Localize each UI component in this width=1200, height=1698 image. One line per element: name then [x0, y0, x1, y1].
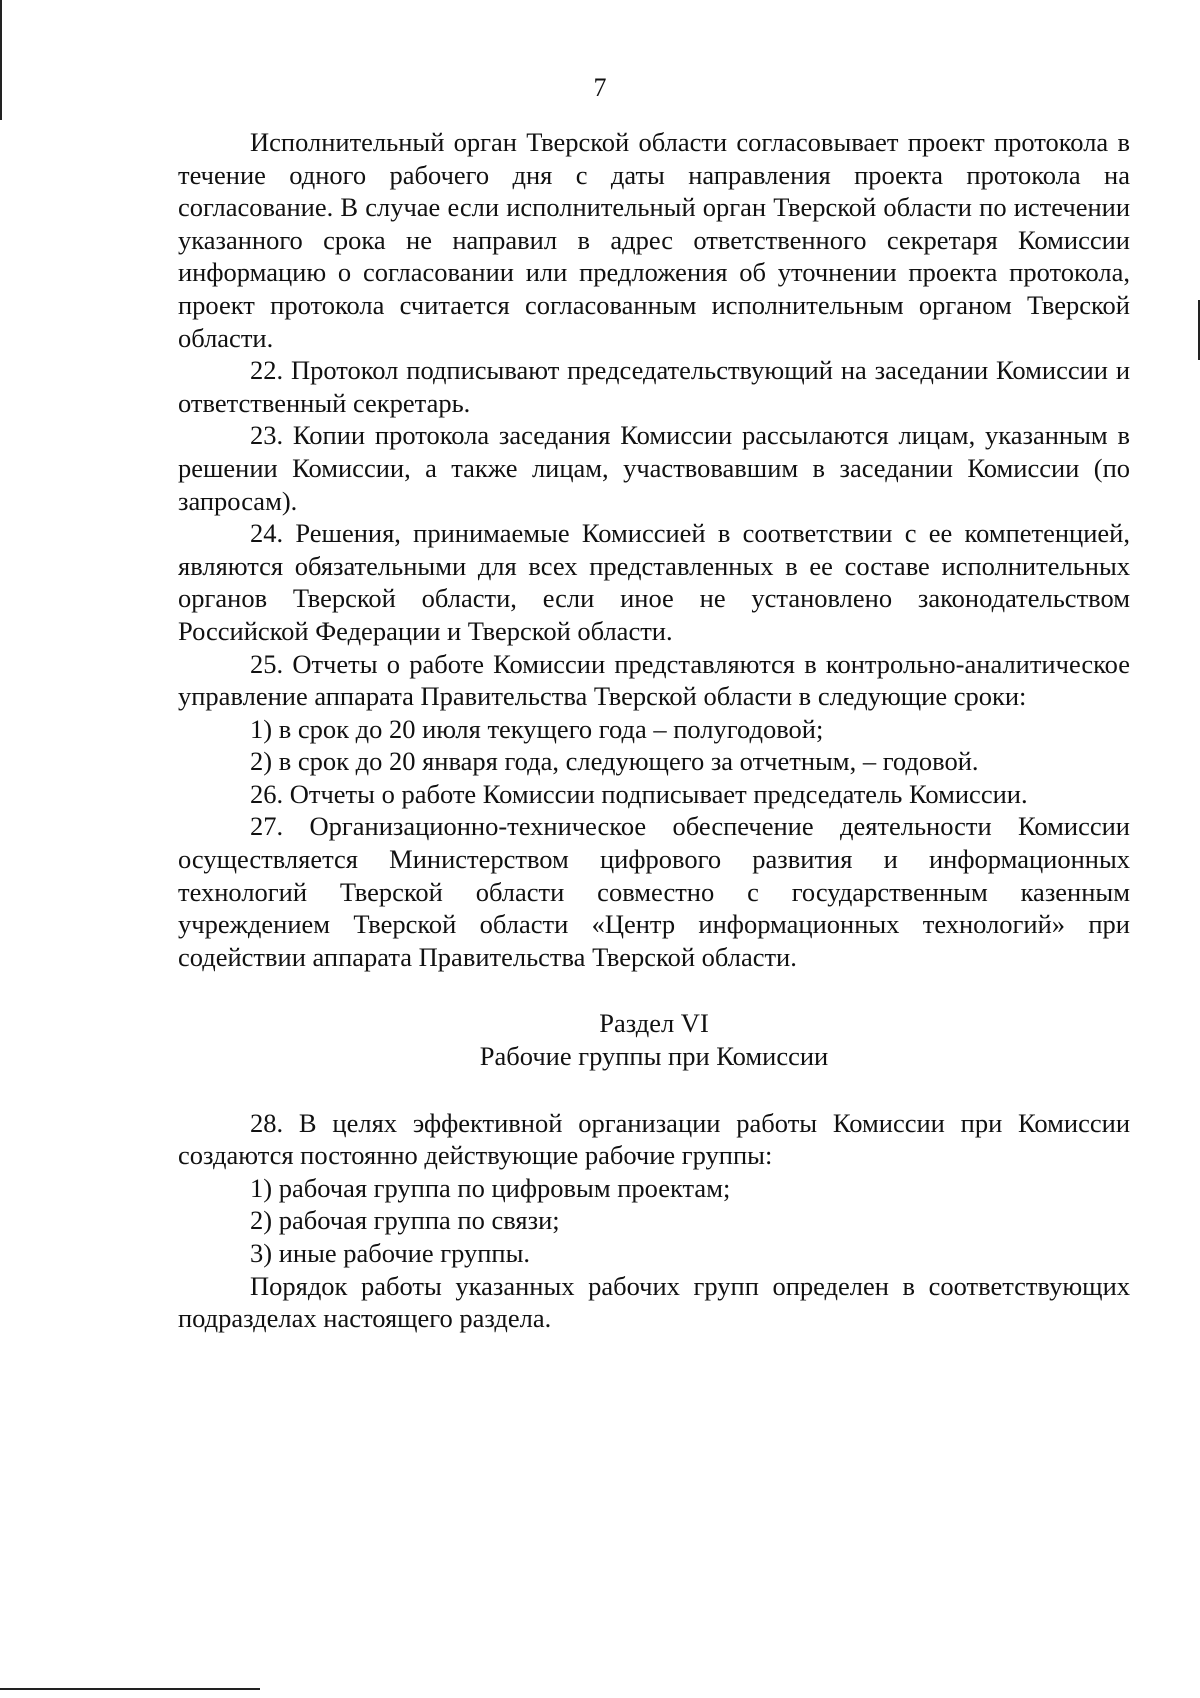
section-heading [178, 1007, 1130, 1072]
paragraph-item-28: 28. В целях эффективной организации работы Комиссии при Комиссии создаются постоянно действующие рабочие группы: [178, 1107, 1130, 1171]
list-item: 1) в срок до 20 июля текущего года – полугодовой; [250, 713, 824, 744]
list-item: 2) в срок до 20 января года, следующего за отчетным, – годовой. [250, 746, 979, 777]
scan-edge-left [0, 0, 2, 120]
list-item: 1) рабочая группа по цифровым проектам; [250, 1172, 731, 1203]
scan-edge-bottom [0, 1688, 260, 1690]
paragraph-item-24: 24. Решения, принимаемые Комиссией в соответствии с ее компетенцией, являются обязательными для всех представленных в ее составе исполнительных органов Тверской области, если иное не установлено законодательством Российской Федерации и Тверской области. [178, 518, 1130, 646]
page-number: 7 [593, 73, 607, 102]
paragraph-item-25: 25. Отчеты о работе Комиссии представляются в контрольно-аналитическое управление аппарата Правительства Тверской области в следующие сроки: [178, 648, 1130, 712]
list-item: 2) рабочая группа по связи; [250, 1205, 560, 1236]
document-body [178, 126, 1130, 1335]
list-item: 3) иные рабочие группы. [250, 1238, 531, 1268]
paragraph-item-27: 27. Организационно-техническое обеспечение деятельности Комиссии осуществляется Министерством цифрового развития и информационных технологий Тверской области совместно с государственным казенным учреждением Тверской области «Центр информационных технологий» при содействии аппарата Правительства Тверской области. [178, 811, 1130, 972]
paragraph-item-26: 26. Отчеты о работе Комиссии подписывает председатель Комиссии. [250, 778, 1028, 809]
paragraph: Исполнительный орган Тверской области согласовывает проект протокола в течение одного рабочего дня с даты направления проекта протокола на согласование. В случае если исполнительный орган Тверской области по истечении указанного срока не направил в адрес ответственного секретаря Комиссии информацию о согласовании или предложения об уточнении проекта протокола, проект протокола считается согласованным исполнительным органом Тверской области. [178, 127, 1130, 353]
paragraph-item-22: 22. Протокол подписывают председательствующий на заседании Комиссии и ответственный секретарь. [178, 355, 1130, 418]
section-title: Рабочие группы при Комиссии [479, 1041, 829, 1072]
section-number: Раздел VI [599, 1008, 709, 1039]
paragraph: Порядок работы указанных рабочих групп определен в соответствующих подразделах настоящего раздела. [178, 1270, 1130, 1334]
paragraph-item-23: 23. Копии протокола заседания Комиссии рассылаются лицам, указанным в решении Комиссии, а также лицам, участвовавшим в заседании Комиссии (по запросам). [178, 420, 1130, 516]
